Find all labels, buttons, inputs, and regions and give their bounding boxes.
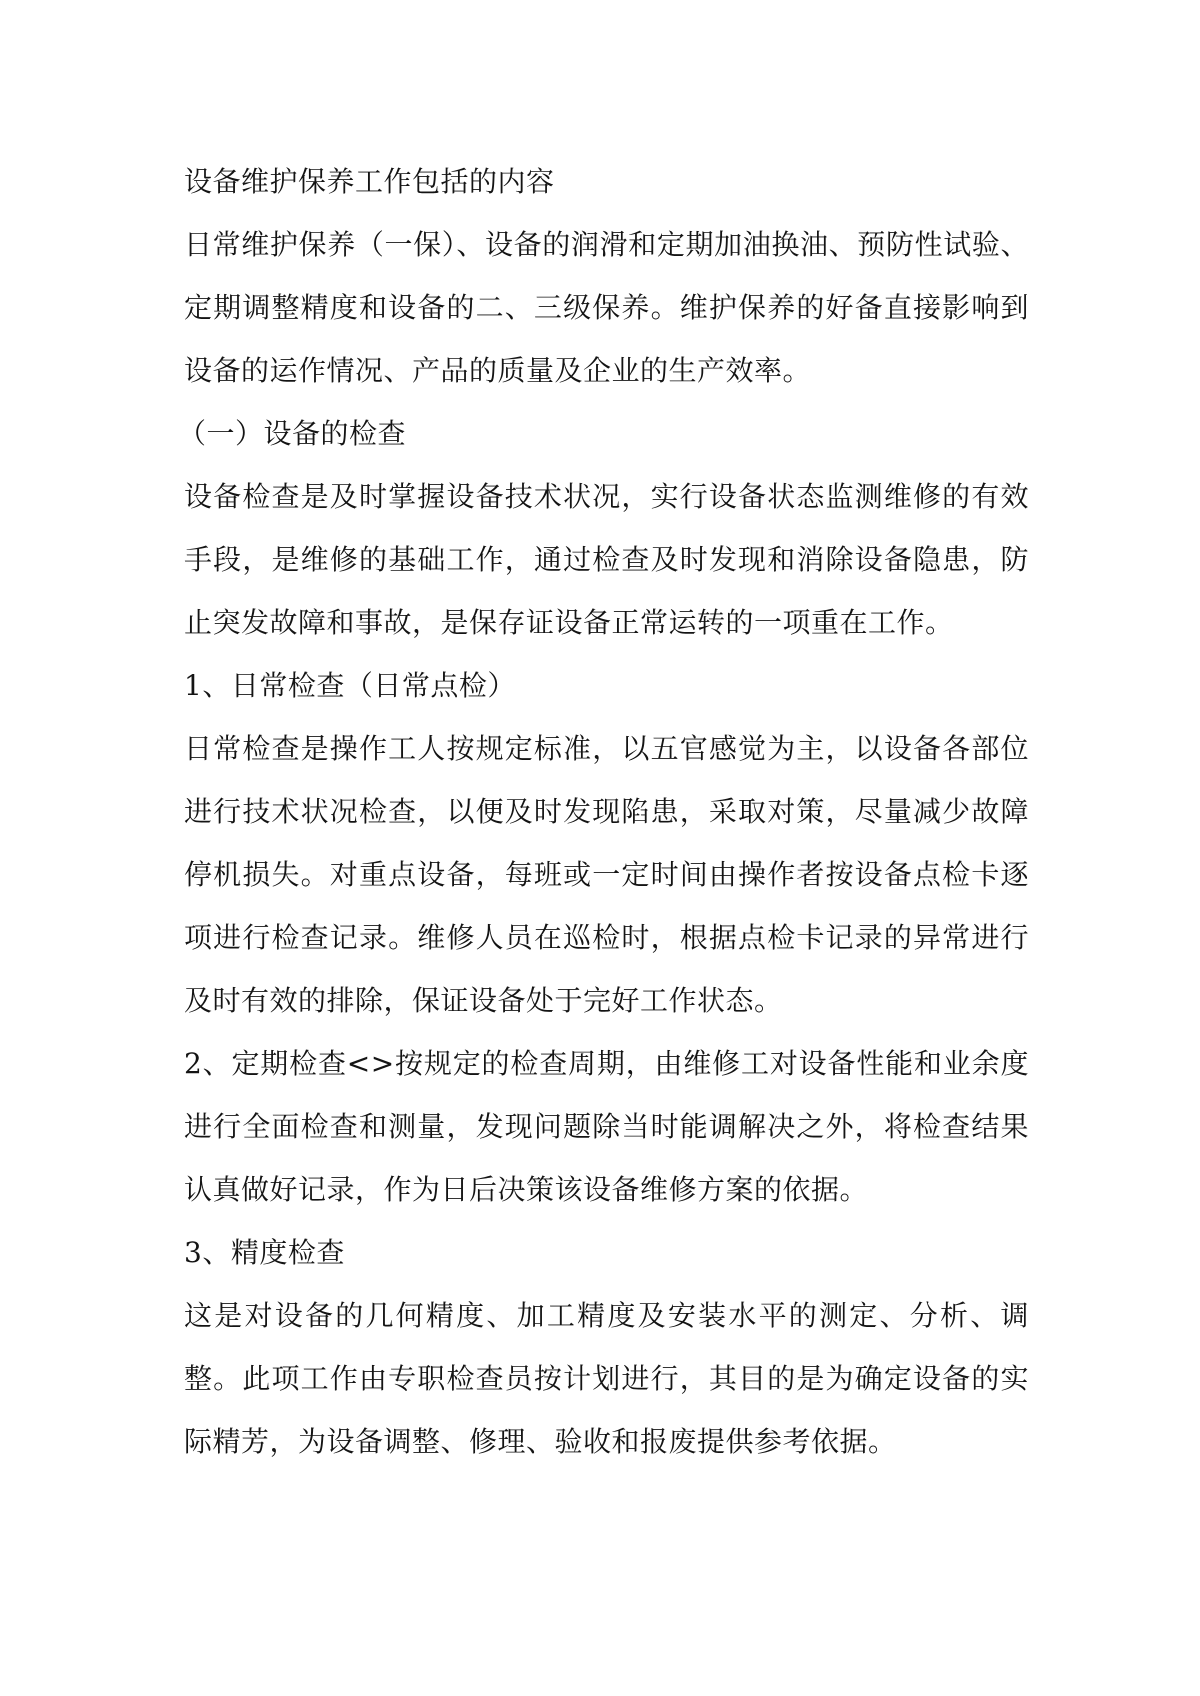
intro-paragraph: 日常维护保养（一保）、设备的润滑和定期加油换油、预防性试验、定期调整精度和设备的二、三级保养。维护保养的好备直接影响到设备的运作情况、产品的质量及企业的生产效率。: [184, 228, 1029, 387]
document-body: [178, 150, 1029, 1473]
item-heading-precision-check: 3、精度检查: [184, 1236, 345, 1269]
precision-check-paragraph: 这是对设备的几何精度、加工精度及安装水平的测定、分析、调整。此项工作由专职检查员按计划进行，其目的是为确定设备的实际精芳，为设备调整、修理、验收和报废提供参考依据。: [184, 1299, 1029, 1458]
item-heading-daily-check: 1、日常检查（日常点检）: [184, 669, 516, 702]
section-heading-inspection: （一）设备的检查: [178, 417, 407, 450]
daily-check-paragraph: 日常检查是操作工人按规定标准，以五官感觉为主，以设备各部位进行技术状况检查，以便及时发现陷患，采取对策，尽量减少故障停机损失。对重点设备，每班或一定时间由操作者按设备点检卡逐项进行检查记录。维修人员在巡检时，根据点检卡记录的异常进行及时有效的排除，保证设备处于完好工作状态。: [184, 732, 1029, 1017]
document-title: 设备维护保养工作包括的内容: [184, 165, 555, 198]
periodic-check-paragraph: 2、定期检查<>按规定的检查周期，由维修工对设备性能和业余度进行全面检查和测量，发现问题除当时能调解决之外，将检查结果认真做好记录，作为日后决策该设备维修方案的依据。: [184, 1047, 1029, 1206]
inspection-paragraph: 设备检查是及时掌握设备技术状况，实行设备状态监测维修的有效手段，是维修的基础工作，通过检查及时发现和消除设备隐患，防止突发故障和事故，是保存证设备正常运转的一项重在工作。: [184, 480, 1029, 639]
